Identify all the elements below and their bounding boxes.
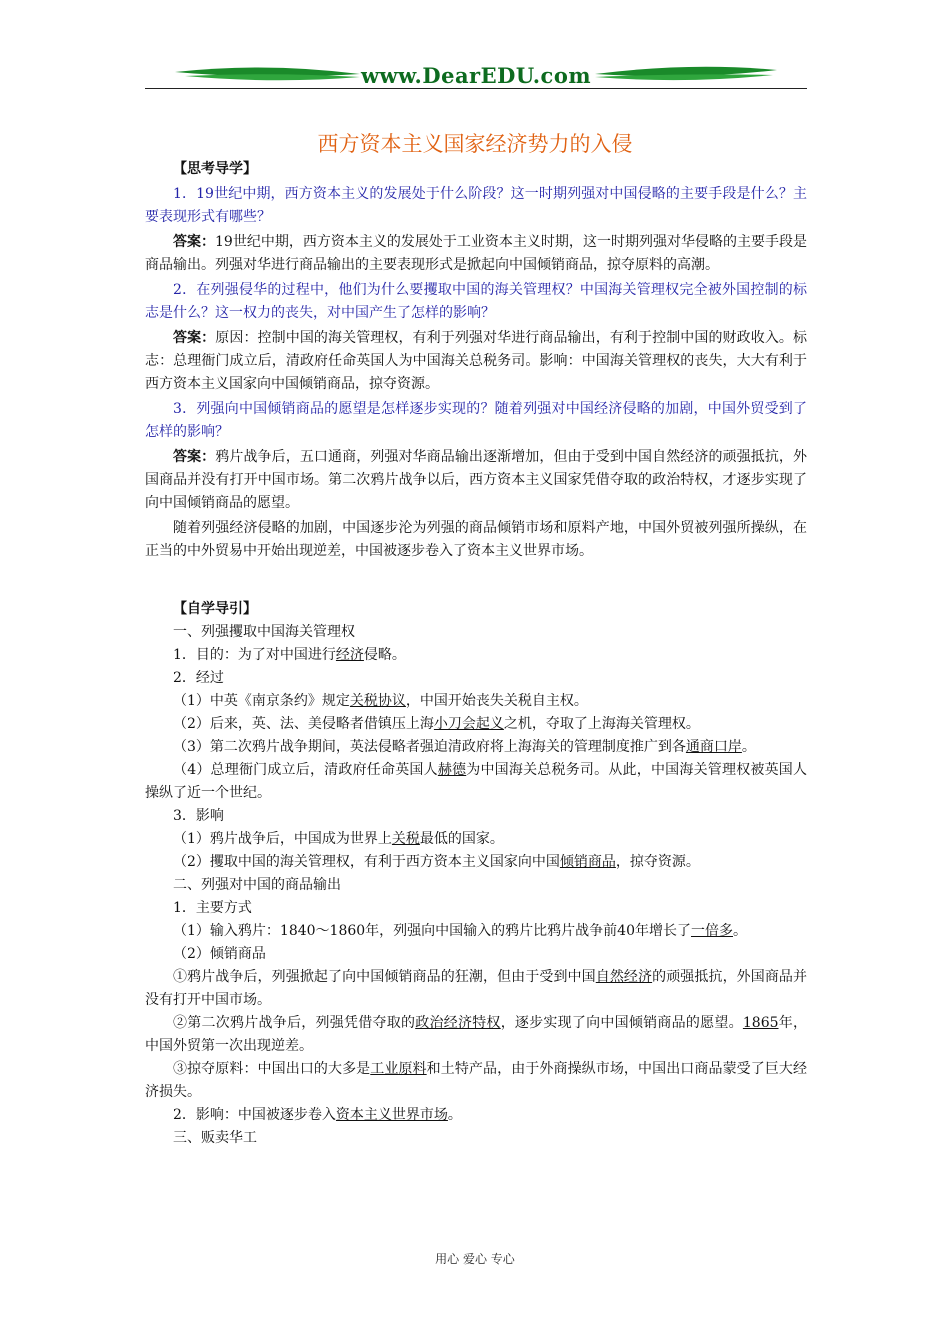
paragraph: 3．影响 <box>173 808 224 824</box>
answer-3 <box>145 446 807 515</box>
answer-text: 19世纪中期，西方资本主义的发展处于工业资本主义时期，这一时期列强对华侵略的主要手段是商品输出。列强对华进行商品输出的主要表现形式是掀起向中国倾销商品，掠夺原料的高潮。 <box>145 234 808 273</box>
paragraph: ②第二次鸦片战争后，列强凭借夺取的政治经济特权，逐步实现了向中国倾销商品的愿望。1865年，中国外贸第一次出现逆差。 <box>145 1015 808 1054</box>
paragraph: （2）后来，英、法、美侵略者借镇压上海小刀会起义之机，夺取了上海海关管理权。 <box>173 716 700 732</box>
answer-text: 鸦片战争后，五口通商，列强对华商品输出逐渐增加，但由于受到中国自然经济的顽强抵抗，外国商品并没有打开中国市场。第二次鸦片战争以后，西方资本主义国家凭借夺取的政治特权，才逐步实现了向中国倾销商品的愿望。 <box>145 449 808 511</box>
spacer <box>145 563 807 590</box>
paragraph: ①鸦片战争后，列强掀起了向中国倾销商品的狂潮，但由于受到中国自然经济的顽强抵抗，外国商品并没有打开中国市场。 <box>145 969 808 1008</box>
fill-blank: 工业原料 <box>370 1061 427 1077</box>
fill-blank: 关税 <box>391 831 420 847</box>
paragraph: （1）中英《南京条约》规定关税协议，中国开始丧失关税自主权。 <box>173 693 588 709</box>
section-heading-thinking: 【思考导学】 <box>173 161 257 177</box>
question-1: 1．19世纪中期，西方资本主义的发展处于什么阶段？这一时期列强对中国侵略的主要手段是什么？主要表现形式有哪些？ <box>145 186 807 225</box>
subsection-title-3: 三、贩卖华工 <box>173 1130 257 1146</box>
answer-1 <box>145 231 807 277</box>
section-heading-self-study: 【自学导引】 <box>173 601 257 617</box>
fill-blank: 赫德 <box>437 762 467 778</box>
paragraph: （2）攫取中国的海关管理权，有利于西方资本主义国家向中国倾销商品，掠夺资源。 <box>173 854 700 870</box>
fill-blank: 1865 <box>742 1015 779 1031</box>
header-rule <box>145 88 807 89</box>
fill-blank: 倾销商品 <box>559 854 616 870</box>
answer-3-continued: 随着列强经济侵略的加剧，中国逐步沦为列强的商品倾销市场和原料产地，中国外贸被列强所操纵，在正当的中外贸易中开始出现逆差，中国被逐步卷入了资本主义世界市场。 <box>145 520 807 559</box>
fill-blank: 自然经济 <box>595 969 653 985</box>
paragraph: （3）第二次鸦片战争期间，英法侵略者强迫清政府将上海海关的管理制度推广到各通商口岸。 <box>173 739 756 755</box>
question-3: 3．列强向中国倾销商品的愿望是怎样逐步实现的？随着列强对中国经济侵略的加剧，中国外贸受到了怎样的影响？ <box>145 401 807 440</box>
paragraph: （2）倾销商品 <box>173 946 266 962</box>
page-title: 西方资本主义国家经济势力的入侵 <box>317 132 633 156</box>
fill-blank: 通商口岸 <box>685 739 742 755</box>
answer-2 <box>145 327 807 396</box>
question-2: 2．在列强侵华的过程中，他们为什么要攫取中国的海关管理权？中国海关管理权完全被外国控制的标志是什么？这一权力的丧失，对中国产生了怎样的影响？ <box>145 282 807 321</box>
answer-text: 原因：控制中国的海关管理权，有利于列强对华进行商品输出，有利于控制中国的财政收入。标志：总理衙门成立后，清政府任命英国人为中国海关总税务司。影响：中国海关管理权的丧失，大大有利于西方资本主义国家向中国倾销商品，掠夺资源。 <box>145 330 808 392</box>
site-logo-text: www.DearEDU.com <box>360 63 592 88</box>
paragraph: （1）鸦片战争后，中国成为世界上关税最低的国家。 <box>173 831 504 847</box>
answer-label: 答案： <box>173 449 216 465</box>
fill-blank: 关税协议 <box>349 693 406 709</box>
fill-blank: 经济 <box>335 647 364 663</box>
answer-label: 答案： <box>173 234 216 250</box>
paragraph: 1．目的：为了对中国进行经济侵略。 <box>173 647 406 663</box>
fill-blank: 政治经济特权 <box>415 1015 501 1031</box>
subsection-title-2: 二、列强对中国的商品输出 <box>173 877 341 893</box>
fill-blank: 小刀会起义 <box>433 716 504 732</box>
document-body <box>145 158 807 1150</box>
paragraph: 2．影响：中国被逐步卷入资本主义世界市场。 <box>173 1107 462 1123</box>
page-footer: 用心 爱心 专心 <box>435 1252 515 1266</box>
subsection-title-1: 一、列强攫取中国海关管理权 <box>173 624 355 640</box>
paragraph: 1．主要方式 <box>173 900 252 916</box>
paragraph: ③掠夺原料：中国出口的大多是工业原料和土特产品，由于外商操纵市场，中国出口商品蒙受了巨大经济损失。 <box>145 1061 808 1100</box>
fill-blank: 一倍多 <box>690 923 733 939</box>
paragraph: 2．经过 <box>173 670 224 686</box>
fill-blank: 资本主义世界市场 <box>335 1107 448 1123</box>
paragraph: （1）输入鸦片：1840～1860年，列强向中国输入的鸦片比鸦片战争前40年增长了一倍多。 <box>173 923 747 939</box>
answer-label: 答案： <box>173 330 216 346</box>
paragraph: （4）总理衙门成立后，清政府任命英国人赫德为中国海关总税务司。从此，中国海关管理权被英国人操纵了近一个世纪。 <box>145 762 808 801</box>
